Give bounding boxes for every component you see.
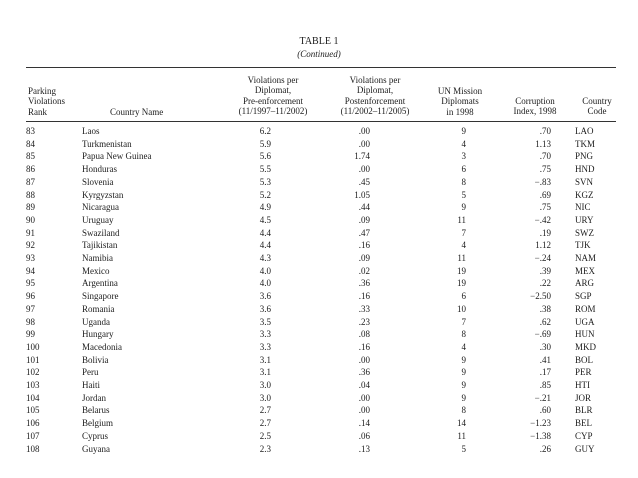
- post-violations-cell: .16: [358, 240, 370, 251]
- un-diplomats-cell: 9: [461, 380, 466, 391]
- country-name-cell: Turkmenistan: [82, 138, 132, 149]
- un-diplomats-cell: 4: [461, 240, 466, 251]
- corruption-cell: .38: [539, 303, 551, 314]
- table-row: [26, 303, 616, 316]
- post-violations-cell: .09: [358, 253, 370, 264]
- country-name-cell: Singapore: [82, 291, 119, 302]
- post-violations-cell: .36: [358, 278, 370, 289]
- country-code-cell: GUY: [575, 443, 595, 454]
- table-row: [26, 328, 616, 341]
- pre-violations-cell: 4.9: [259, 202, 271, 213]
- country-code-cell: HND: [575, 164, 595, 175]
- post-violations-cell: .45: [358, 176, 370, 187]
- table-row: [26, 138, 616, 151]
- country-code-cell: MKD: [575, 341, 597, 352]
- country-name-cell: Romania: [82, 303, 115, 314]
- table-row: [26, 176, 616, 189]
- corruption-cell: .17: [539, 367, 551, 378]
- corruption-cell: .60: [539, 405, 551, 416]
- table-row: [26, 201, 616, 214]
- country-code-cell: BOL: [575, 354, 593, 365]
- country-name-cell: Cyprus: [82, 430, 109, 441]
- table-title: TABLE 1: [299, 36, 339, 47]
- country-name-cell: Uruguay: [82, 214, 114, 225]
- country-code-cell: TKM: [575, 138, 595, 149]
- un-diplomats-cell: 11: [457, 253, 466, 264]
- corruption-cell: .41: [539, 354, 551, 365]
- post-violations-cell: .47: [358, 227, 370, 238]
- post-violations-cell: .14: [358, 418, 370, 429]
- rank-cell: 89: [26, 202, 35, 213]
- header-rule: [26, 121, 616, 122]
- pre-violations-cell: 3.5: [259, 316, 271, 327]
- table-row: [26, 150, 616, 163]
- corruption-cell: −2.50: [530, 291, 551, 302]
- rank-cell: 97: [26, 303, 35, 314]
- country-name-cell: Jordan: [82, 392, 106, 403]
- rank-cell: 98: [26, 316, 35, 327]
- un-diplomats-cell: 11: [457, 430, 466, 441]
- pre-violations-cell: 5.5: [259, 164, 271, 175]
- pre-violations-cell: 3.3: [259, 329, 271, 340]
- pre-violations-cell: 5.2: [259, 189, 271, 200]
- corruption-cell: .22: [539, 278, 551, 289]
- pre-violations-cell: 6.2: [259, 126, 271, 136]
- table-row: [26, 417, 616, 430]
- country-code-cell: SWZ: [575, 227, 594, 238]
- country-code-cell: HTI: [575, 380, 590, 391]
- country-code-cell: JOR: [575, 392, 592, 403]
- table-row: [26, 341, 616, 354]
- country-code-cell: MEX: [575, 265, 595, 276]
- table-row: [26, 316, 616, 329]
- rank-cell: 107: [26, 430, 40, 441]
- header-country-code: Country Code: [582, 96, 612, 117]
- un-diplomats-cell: 3: [461, 151, 466, 162]
- corruption-cell: .70: [539, 126, 551, 136]
- table-row: [26, 214, 616, 227]
- table-row: [26, 252, 616, 265]
- pre-violations-cell: 4.5: [259, 214, 271, 225]
- table-row: [26, 443, 616, 456]
- table-row: [26, 227, 616, 240]
- country-name-cell: Tajikistan: [82, 240, 118, 251]
- un-diplomats-cell: 5: [461, 189, 466, 200]
- pre-violations-cell: 3.0: [259, 380, 271, 391]
- corruption-cell: 1.13: [535, 138, 551, 149]
- pre-violations-cell: 3.3: [259, 341, 271, 352]
- post-violations-cell: .00: [358, 405, 370, 416]
- country-code-cell: ARG: [575, 278, 595, 289]
- un-diplomats-cell: 7: [461, 227, 466, 238]
- corruption-cell: .75: [539, 164, 551, 175]
- country-name-cell: Belgium: [82, 418, 113, 429]
- corruption-cell: .30: [539, 341, 551, 352]
- pre-violations-cell: 2.3: [259, 443, 271, 454]
- country-name-cell: Slovenia: [82, 176, 114, 187]
- post-violations-cell: .00: [358, 354, 370, 365]
- country-name-cell: Haiti: [82, 380, 100, 391]
- rank-cell: 93: [26, 253, 35, 264]
- post-violations-cell: 1.74: [354, 151, 370, 162]
- un-diplomats-cell: 8: [461, 329, 466, 340]
- post-violations-cell: .00: [358, 392, 370, 403]
- rank-cell: 91: [26, 227, 35, 238]
- corruption-cell: −1.38: [530, 430, 551, 441]
- corruption-cell: .75: [539, 202, 551, 213]
- post-violations-cell: .04: [358, 380, 370, 391]
- top-rule: [26, 67, 616, 68]
- rank-cell: 83: [26, 126, 35, 136]
- rank-cell: 85: [26, 151, 35, 162]
- table-row: [26, 366, 616, 379]
- rank-cell: 103: [26, 380, 40, 391]
- country-code-cell: UGA: [575, 316, 595, 327]
- table-row: [26, 404, 616, 417]
- country-code-cell: ROM: [575, 303, 596, 314]
- country-code-cell: CYP: [575, 430, 593, 441]
- country-code-cell: BLR: [575, 405, 593, 416]
- corruption-cell: .85: [539, 380, 551, 391]
- table-row: [26, 189, 616, 202]
- corruption-cell: .69: [539, 189, 551, 200]
- table-row: [26, 392, 616, 405]
- rank-cell: 90: [26, 214, 35, 225]
- post-violations-cell: .23: [358, 316, 370, 327]
- rank-cell: 94: [26, 265, 35, 276]
- rank-cell: 104: [26, 392, 40, 403]
- pre-violations-cell: 4.0: [259, 265, 271, 276]
- un-diplomats-cell: 6: [461, 164, 466, 175]
- country-name-cell: Laos: [82, 126, 100, 136]
- post-violations-cell: .00: [358, 164, 370, 175]
- post-violations-cell: .36: [358, 367, 370, 378]
- header-un-mission: UN Mission Diplomats in 1998: [437, 86, 483, 117]
- pre-violations-cell: 4.4: [259, 227, 271, 238]
- country-code-cell: SVN: [575, 176, 594, 187]
- country-name-cell: Uganda: [82, 316, 110, 327]
- table-row: [26, 125, 616, 138]
- country-code-cell: LAO: [575, 126, 594, 136]
- rank-cell: 105: [26, 405, 40, 416]
- un-diplomats-cell: 19: [457, 278, 466, 289]
- rank-cell: 84: [26, 138, 35, 149]
- corruption-cell: −.21: [534, 392, 551, 403]
- pre-violations-cell: 3.6: [259, 303, 271, 314]
- post-violations-cell: .08: [358, 329, 370, 340]
- post-violations-cell: .02: [358, 265, 370, 276]
- un-diplomats-cell: 9: [461, 126, 466, 136]
- un-diplomats-cell: 4: [461, 138, 466, 149]
- country-code-cell: TJK: [575, 240, 591, 251]
- pre-violations-cell: 2.5: [259, 430, 271, 441]
- rank-cell: 92: [26, 240, 35, 251]
- header-rank: Parking Violations Rank: [28, 86, 65, 117]
- post-violations-cell: .33: [358, 303, 370, 314]
- un-diplomats-cell: 14: [457, 418, 466, 429]
- pre-violations-cell: 2.7: [259, 405, 271, 416]
- corruption-cell: .70: [539, 151, 551, 162]
- rank-cell: 102: [26, 367, 40, 378]
- table-subtitle: (Continued): [297, 49, 341, 59]
- corruption-cell: −1.23: [530, 418, 551, 429]
- country-name-cell: Guyana: [82, 443, 110, 454]
- corruption-cell: .19: [539, 227, 551, 238]
- post-violations-cell: 1.05: [354, 189, 370, 200]
- country-name-cell: Peru: [82, 367, 99, 378]
- table-body: [26, 125, 616, 455]
- pre-violations-cell: 2.7: [259, 418, 271, 429]
- country-name-cell: Nicaragua: [82, 202, 119, 213]
- pre-violations-cell: 5.3: [259, 176, 271, 187]
- pre-violations-cell: 4.0: [259, 278, 271, 289]
- un-diplomats-cell: 11: [457, 214, 466, 225]
- corruption-cell: .26: [539, 443, 551, 454]
- un-diplomats-cell: 8: [461, 176, 466, 187]
- corruption-cell: −.24: [534, 253, 551, 264]
- country-name-cell: Papua New Guinea: [82, 151, 152, 162]
- pre-violations-cell: 3.0: [259, 392, 271, 403]
- corruption-cell: −.42: [534, 214, 551, 225]
- table-caption: [0, 36, 638, 60]
- un-diplomats-cell: 9: [461, 354, 466, 365]
- rank-cell: 96: [26, 291, 35, 302]
- pre-violations-cell: 3.1: [259, 354, 271, 365]
- country-code-cell: PNG: [575, 151, 594, 162]
- header-pre-enforcement: Violations per Diplomat, Pre-enforcement (11/1997–11/2002): [238, 75, 308, 117]
- un-diplomats-cell: 9: [461, 202, 466, 213]
- country-code-cell: HUN: [575, 329, 595, 340]
- header-country: Country Name: [110, 107, 164, 117]
- un-diplomats-cell: 6: [461, 291, 466, 302]
- post-violations-cell: .09: [358, 214, 370, 225]
- pre-violations-cell: 3.6: [259, 291, 271, 302]
- rank-cell: 108: [26, 443, 40, 454]
- rank-cell: 88: [26, 189, 35, 200]
- country-code-cell: PER: [575, 367, 592, 378]
- country-name-cell: Belarus: [82, 405, 110, 416]
- corruption-cell: 1.12: [535, 240, 551, 251]
- corruption-cell: −.83: [534, 176, 551, 187]
- rank-cell: 106: [26, 418, 40, 429]
- table-row: [26, 290, 616, 303]
- country-name-cell: Bolivia: [82, 354, 109, 365]
- header-post-enforcement: Violations per Diplomat, Postenforcement (11/2002–11/2005): [340, 75, 410, 117]
- data-table: [26, 125, 616, 455]
- pre-violations-cell: 4.3: [259, 253, 271, 264]
- country-code-cell: KGZ: [575, 189, 594, 200]
- un-diplomats-cell: 7: [461, 316, 466, 327]
- country-name-cell: Argentina: [82, 278, 118, 289]
- un-diplomats-cell: 19: [457, 265, 466, 276]
- country-code-cell: URY: [575, 214, 594, 225]
- table-row: [26, 163, 616, 176]
- rank-cell: 86: [26, 164, 35, 175]
- table-row: [26, 379, 616, 392]
- country-code-cell: NAM: [575, 253, 597, 264]
- post-violations-cell: .44: [358, 202, 370, 213]
- rank-cell: 87: [26, 176, 35, 187]
- table-row: [26, 265, 616, 278]
- pre-violations-cell: 5.9: [259, 138, 271, 149]
- un-diplomats-cell: 4: [461, 341, 466, 352]
- rank-cell: 99: [26, 329, 35, 340]
- header-corruption: Corruption Index, 1998: [513, 96, 557, 117]
- rank-cell: 95: [26, 278, 35, 289]
- corruption-cell: .39: [539, 265, 551, 276]
- un-diplomats-cell: 9: [461, 392, 466, 403]
- rank-cell: 100: [26, 341, 40, 352]
- country-name-cell: Namibia: [82, 253, 113, 264]
- pre-violations-cell: 4.4: [259, 240, 271, 251]
- post-violations-cell: .16: [358, 341, 370, 352]
- corruption-cell: .62: [539, 316, 551, 327]
- post-violations-cell: .00: [358, 126, 370, 136]
- corruption-cell: −.69: [534, 329, 551, 340]
- country-name-cell: Kyrgyzstan: [82, 189, 124, 200]
- pre-violations-cell: 5.6: [259, 151, 271, 162]
- post-violations-cell: .16: [358, 291, 370, 302]
- country-code-cell: SGP: [575, 291, 592, 302]
- un-diplomats-cell: 10: [457, 303, 466, 314]
- table-row: [26, 277, 616, 290]
- un-diplomats-cell: 9: [461, 367, 466, 378]
- country-name-cell: Macedonia: [82, 341, 122, 352]
- table-row: [26, 430, 616, 443]
- un-diplomats-cell: 5: [461, 443, 466, 454]
- country-code-cell: NIC: [575, 202, 591, 213]
- table-row: [26, 239, 616, 252]
- post-violations-cell: .06: [358, 430, 370, 441]
- country-code-cell: BEL: [575, 418, 592, 429]
- country-name-cell: Honduras: [82, 164, 117, 175]
- country-name-cell: Swaziland: [82, 227, 120, 238]
- post-violations-cell: .00: [358, 138, 370, 149]
- country-name-cell: Hungary: [82, 329, 114, 340]
- pre-violations-cell: 3.1: [259, 367, 271, 378]
- rank-cell: 101: [26, 354, 40, 365]
- post-violations-cell: .13: [358, 443, 370, 454]
- table-row: [26, 354, 616, 367]
- country-name-cell: Mexico: [82, 265, 110, 276]
- un-diplomats-cell: 8: [461, 405, 466, 416]
